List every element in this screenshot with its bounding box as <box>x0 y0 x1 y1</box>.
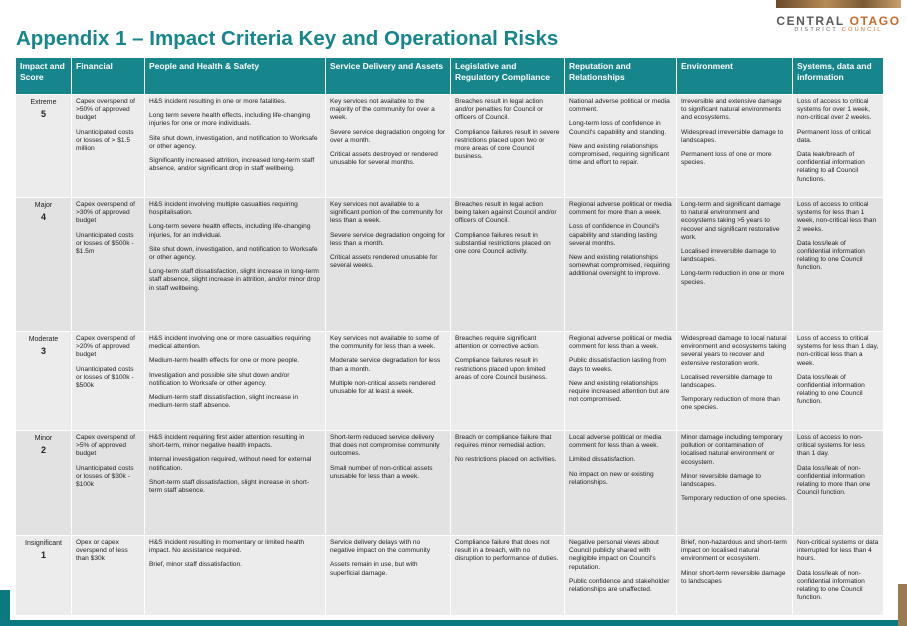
criteria-text: Loss of access to non-critical systems for less than 1 day. <box>797 434 865 458</box>
criteria-text: Severe service degradation ongoing for less than a month. <box>330 231 446 247</box>
reputation-cell <box>565 198 677 332</box>
criteria-text: Long-term severe health effects, including life-changing injuries, for an individual. <box>149 223 311 239</box>
column-header: People and Health & Safety <box>145 58 326 95</box>
financial-cell <box>72 332 145 431</box>
criteria-text: Compliance failure that does not result in a breach, with no disruption to performance of duties. <box>455 539 559 563</box>
legislative-cell <box>451 536 565 616</box>
criteria-text: Loss of access to critical systems for less than 1 week, non-critical less than 2 weeks. <box>797 201 877 233</box>
criteria-text: Temporary reduction of one species. <box>681 495 788 503</box>
criteria-text: H&S incident requiring first aider attention resulting in short-term, minor negative health impacts. <box>149 434 305 450</box>
criteria-text: New and existing relationships compromised, requiring significant time and effort to repair. <box>569 142 670 167</box>
criteria-text: Local adverse political or media comment for less than a week. <box>569 434 662 450</box>
people-cell <box>145 95 326 198</box>
systems-cell <box>793 332 884 431</box>
footer-band <box>0 620 907 626</box>
criteria-text: Assets remain in use, but with superficial damage. <box>330 561 418 577</box>
criteria-text: Medium-term staff dissatisfaction, slight increase in medium-term staff absence. <box>149 394 299 410</box>
criteria-text: Permanent loss of critical data. <box>797 128 871 144</box>
criteria-text: Site shut down, investigation, and notification to Worksafe or other agency. <box>149 245 318 262</box>
criteria-text: Irreversible and extensive damage to significant natural environments and ecosystems. <box>681 98 782 122</box>
people-cell <box>145 198 326 332</box>
criteria-text: Opex or capex overspend of less than $30k <box>76 539 128 563</box>
table-row <box>16 536 884 616</box>
criteria-text: Limited dissatisfaction. <box>569 456 636 464</box>
environment-cell <box>677 332 793 431</box>
criteria-text: H&S incident resulting in momentary or limited health impact. No assistance required. <box>149 539 305 555</box>
criteria-text: H&S incident involving multiple casualties requiring hospitalisation. <box>149 201 298 217</box>
criteria-text: Permanent loss of one or more species. <box>681 151 772 167</box>
financial-cell <box>72 95 145 198</box>
criteria-text: New and existing relationships somewhat compromised, requiring additional oversight to improve. <box>569 254 670 278</box>
impact-score: 4 <box>40 212 46 222</box>
impact-score: 5 <box>40 109 46 119</box>
column-header: Financial <box>72 58 145 95</box>
impact-level: Moderate <box>28 336 59 343</box>
criteria-text: Capex overspend of >50% of approved budget <box>76 98 136 122</box>
logo-name: CENTRAL OTAGO <box>776 14 901 28</box>
criteria-text: No restrictions placed on activities. <box>455 456 557 464</box>
criteria-text: Significantly increased attrition, increased long-term staff absence, and/or significant drop in staff wellbeing. <box>149 157 315 173</box>
criteria-text: Data loss/leak of non-confidential information relating to more than one Council function. <box>797 464 871 497</box>
criteria-text: Breaches require significant attention or corrective action. <box>455 335 540 351</box>
criteria-text: Loss of access to critical systems for over 1 week, non-critical over 2 weeks. <box>797 98 872 122</box>
criteria-text: Unanticipated costs or losses of $500k - $1.5m <box>76 231 134 256</box>
criteria-text: Brief, non-hazardous and short-term impact on localised natural environment or ecosystem. <box>681 539 787 563</box>
criteria-text: Unanticipated costs or losses of $30k - $100k <box>76 464 134 489</box>
service-cell <box>326 431 451 536</box>
criteria-text: Data loss/leak of confidential information relating to one Council function. <box>797 239 865 272</box>
criteria-text: Unanticipated costs or losses of $100k - $500k <box>76 365 134 390</box>
table-row <box>16 198 884 332</box>
people-cell <box>145 536 326 616</box>
environment-cell <box>677 431 793 536</box>
financial-cell <box>72 536 145 616</box>
systems-cell <box>793 431 884 536</box>
criteria-text: Breaches result in legal action and/or penalties for Council or officers of Council. <box>455 98 543 122</box>
criteria-text: Data loss/leak of non-confidential information relating to one Council function. <box>797 569 865 602</box>
service-cell <box>326 536 451 616</box>
criteria-text: Negative personal views about Council publicly shared with negligible impact on Council's reputation. <box>569 539 659 571</box>
criteria-text: Short-term staff dissatisfaction, slight increase in short-term staff absence. <box>149 478 310 495</box>
systems-cell <box>793 198 884 332</box>
service-cell <box>326 198 451 332</box>
environment-cell <box>677 536 793 616</box>
systems-cell <box>793 95 884 198</box>
criteria-text: Minor short-term reversible damage to landscapes <box>681 569 786 585</box>
legislative-cell <box>451 95 565 198</box>
criteria-text: National adverse political or media comment. <box>569 98 670 114</box>
criteria-text: Minor reversible damage to landscapes. <box>681 472 761 489</box>
criteria-text: Loss of access to critical systems for less than 1 day, non-critical less than a week. <box>797 335 879 367</box>
criteria-text: Long-term reduction in one or more species. <box>681 270 785 286</box>
column-header: Systems, data and information <box>793 58 884 95</box>
impact-level: Insignificant <box>25 540 62 547</box>
impact-level: Extreme <box>30 99 57 106</box>
impact-score-cell <box>16 431 72 536</box>
criteria-text: Capex overspend of >20% of approved budget <box>76 335 136 359</box>
criteria-text: No impact on new or existing relationships. <box>569 470 654 486</box>
footer-accent-right <box>898 584 907 626</box>
criteria-text: Short-term reduced service delivery that does not compromise community outcomes. <box>330 434 440 458</box>
criteria-text: Public dissatisfaction lasting from days to weeks. <box>569 357 667 373</box>
legislative-cell <box>451 332 565 431</box>
environment-cell <box>677 95 793 198</box>
criteria-text: Public confidence and stakeholder relationships are unaffected. <box>569 577 670 594</box>
impact-criteria-table <box>15 57 884 616</box>
criteria-text: Long-term loss of confidence in Council's capability and standing. <box>569 120 667 136</box>
criteria-text: Breach or compliance failure that requires minor remedial action. <box>455 434 552 450</box>
column-header: Impact and Score <box>16 58 72 95</box>
column-header: Legislative and Regulatory Compliance <box>451 58 565 95</box>
criteria-text: Loss of confidence in Council's capability and standing lasting several months. <box>569 223 660 247</box>
criteria-text: Localised irreversible damage to landscapes. <box>681 248 776 264</box>
financial-cell <box>72 431 145 536</box>
page-title: Appendix 1 – Impact Criteria Key and Operational Risks <box>16 27 559 50</box>
criteria-text: Compliance failures result in substantial restrictions placed on one core Council activity. <box>455 231 551 256</box>
criteria-text: Multiple non-critical assets rendered unusable for at least a week. <box>330 379 436 396</box>
criteria-text: Data leak/breach of confidential information relating to all Council functions. <box>797 151 865 183</box>
criteria-text: Regional adverse political or media comment for less than a week. <box>569 335 672 351</box>
criteria-text: Capex overspend of >5% of approved budget <box>76 434 136 458</box>
legislative-cell <box>451 198 565 332</box>
criteria-text: Brief, minor staff dissatisfaction. <box>149 561 242 569</box>
column-header: Service Delivery and Assets <box>326 58 451 95</box>
criteria-text: Widespread irreversible damage to landscapes. <box>681 128 784 144</box>
criteria-text: Compliance failures result in restrictions placed upon limited areas of core Council business. <box>455 357 547 381</box>
service-cell <box>326 332 451 431</box>
criteria-text: Non-critical systems or data interrupted for less than 4 hours. <box>797 539 879 563</box>
criteria-text: Regional adverse political or media comment for more than a week. <box>569 201 672 217</box>
column-header: Reputation and Relationships <box>565 58 677 95</box>
logo-subtitle: DISTRICT COUNCIL <box>794 27 883 33</box>
criteria-text: Minor damage including temporary pollution or contamination of localised natural environment or ecosystem. <box>681 434 783 466</box>
table-row <box>16 431 884 536</box>
impact-score-cell <box>16 198 72 332</box>
criteria-text: Compliance failures result in severe restrictions placed upon two or more areas of core Council business. <box>455 128 560 161</box>
council-logo <box>776 0 901 36</box>
criteria-text: Widespread damage to local natural environment and ecosystems taking several years to recover and extensive restoration work. <box>681 335 787 367</box>
impact-level: Major <box>34 202 53 209</box>
criteria-text: Temporary reduction of more than one species. <box>681 396 780 412</box>
criteria-text: Medium-term health effects for one or more people. <box>149 357 300 365</box>
criteria-text: Breaches result in legal action being taken against Council and/or officers of Council. <box>455 201 557 225</box>
impact-score-cell <box>16 536 72 616</box>
criteria-text: Critical assets rendered unusable for several weeks. <box>330 254 438 270</box>
criteria-text: Long-term staff dissatisfaction, slight increase in long-term staff absence, slight increase in attrition, and/or minor drop in staff wellbeing. <box>149 268 321 292</box>
table-header-row <box>16 58 884 95</box>
criteria-text: Key services not available to a significant portion of the community for less than a week. <box>330 201 443 225</box>
criteria-text: Capex overspend of >30% of approved budget <box>76 201 136 225</box>
table-row <box>16 95 884 198</box>
reputation-cell <box>565 536 677 616</box>
criteria-text: Severe service degradation ongoing for over a month. <box>330 128 446 144</box>
criteria-text: Service delivery delays with no negative impact on the community <box>330 539 431 555</box>
service-cell <box>326 95 451 198</box>
table-body <box>16 95 884 616</box>
logo-landscape-graphic <box>776 0 901 8</box>
criteria-text: Small number of non-critical assets unusable for less than a week. <box>330 464 433 480</box>
environment-cell <box>677 198 793 332</box>
impact-level: Minor <box>34 435 53 442</box>
systems-cell <box>793 536 884 616</box>
reputation-cell <box>565 332 677 431</box>
criteria-text: Unanticipated costs or losses of > $1.5 million <box>76 128 134 153</box>
reputation-cell <box>565 95 677 198</box>
impact-score: 1 <box>40 550 46 560</box>
criteria-text: Moderate service degradation for less than a month. <box>330 357 441 373</box>
criteria-text: Long term severe health effects, including life-changing injuries for one or more individuals. <box>149 112 311 128</box>
criteria-text: Long-term and significant damage to natural environment and ecosystems taking >5 years to recover and significant restorative work. <box>681 201 781 241</box>
criteria-text: Localised reversible damage to landscapes. <box>681 373 773 390</box>
people-cell <box>145 431 326 536</box>
criteria-text: Key services not available to the majority of the community for over a week. <box>330 98 435 122</box>
criteria-text: New and existing relationships require increased attention but are not compromised. <box>569 379 670 404</box>
criteria-text: Internal investigation required, without need for external notification. <box>149 456 312 472</box>
reputation-cell <box>565 431 677 536</box>
criteria-text: Key services not available to some of the community for less than a week. <box>330 335 439 351</box>
table-row <box>16 332 884 431</box>
impact-score: 3 <box>40 346 46 356</box>
people-cell <box>145 332 326 431</box>
impact-score: 2 <box>40 445 46 455</box>
financial-cell <box>72 198 145 332</box>
criteria-text: H&S incident involving one or more casualties requiring medical attention. <box>149 335 311 351</box>
criteria-text: Site shut down, investigation, and notification to Worksafe or other agency. <box>149 134 318 150</box>
criteria-text: Critical assets destroyed or rendered unusable for several months. <box>330 151 438 167</box>
column-header: Environment <box>677 58 793 95</box>
criteria-text: H&S incident resulting in one or more fatalities. <box>149 98 287 105</box>
impact-score-cell <box>16 332 72 431</box>
criteria-text: Data loss/leak of confidential information relating to one Council function. <box>797 373 865 406</box>
criteria-text: Investigation and possible site shut down and/or notification to Worksafe or other agency. <box>149 371 290 387</box>
legislative-cell <box>451 431 565 536</box>
impact-score-cell <box>16 95 72 198</box>
